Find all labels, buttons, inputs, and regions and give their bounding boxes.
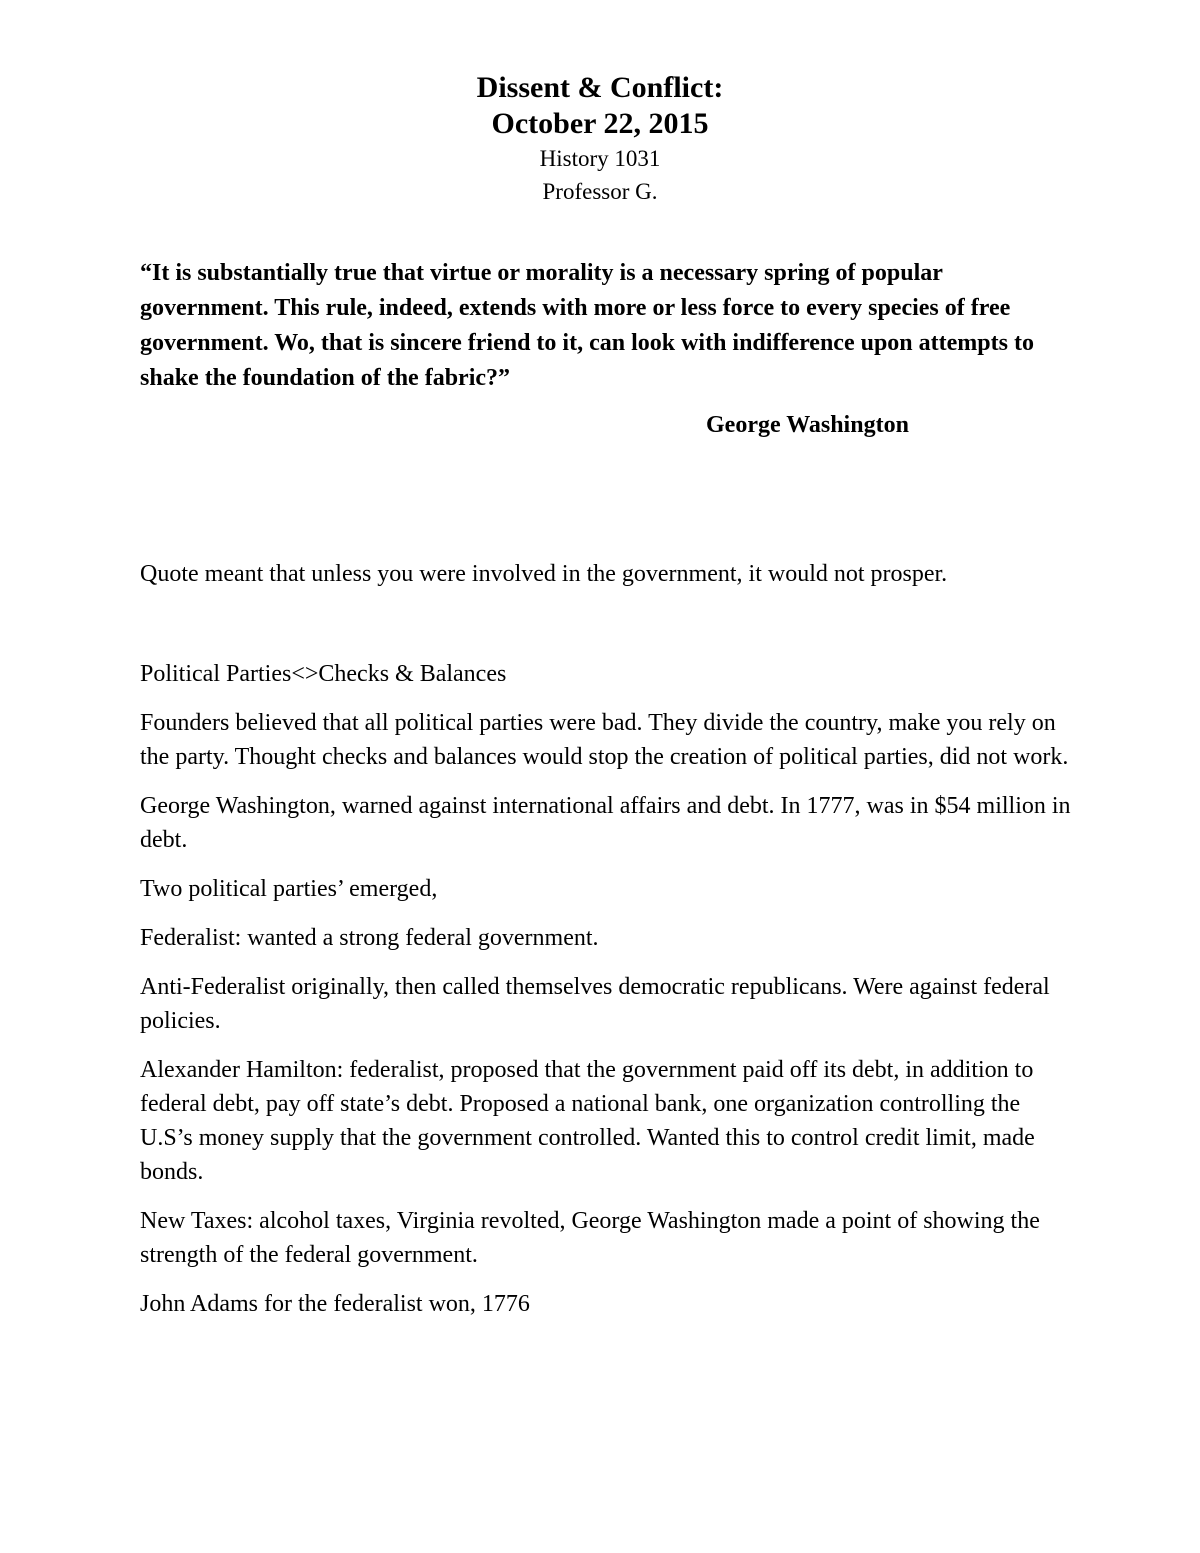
quote-author: George Washington xyxy=(706,412,909,438)
course-name: History 1031 xyxy=(539,146,661,171)
note-quote-meaning: Quote meant that unless you were involved in the government, it would not prosper. xyxy=(140,561,948,587)
washington-quote: “It is substantially true that virtue or morality is a necessary spring of popular government. This rule, indeed, extends with more or less force to every species of free government. Wo, that is sincere friend to it, can look with indifference upon attempts to shake the foundation of the fabric?” xyxy=(140,260,1034,391)
note-federalist: Federalist: wanted a strong federal government. xyxy=(140,925,599,951)
lecture-notes xyxy=(140,557,1075,1336)
note-new-taxes: New Taxes: alcohol taxes, Virginia revolted, George Washington made a point of showing the strength of the federal government. xyxy=(140,1208,1040,1268)
note-anti-federalist: Anti-Federalist originally, then called themselves democratic republicans. Were against federal policies. xyxy=(140,974,1050,1034)
note-hamilton: Alexander Hamilton: federalist, proposed that the government paid off its debt, in addition to federal debt, pay off state’s debt. Proposed a national bank, one organization controlling the U.S’s money supply that the government controlled. Wanted this to control credit limit, made bonds. xyxy=(140,1057,1035,1185)
note-topic-heading: Political Parties<>Checks & Balances xyxy=(140,661,507,687)
note-two-parties: Two political parties’ emerged, xyxy=(140,876,438,902)
note-founders: Founders believed that all political parties were bad. They divide the country, make you rely on the party. Thought checks and balances would stop the creation of political parties, did not work. xyxy=(140,710,1069,770)
document-header xyxy=(0,70,1200,208)
note-washington-debt: George Washington, warned against international affairs and debt. In 1777, was in $54 million in debt. xyxy=(140,793,1071,853)
document-date: October 22, 2015 xyxy=(491,107,709,140)
professor-name: Professor G. xyxy=(542,179,658,204)
note-john-adams: John Adams for the federalist won, 1776 xyxy=(140,1291,530,1317)
document-title: Dissent & Conflict: xyxy=(476,71,724,104)
